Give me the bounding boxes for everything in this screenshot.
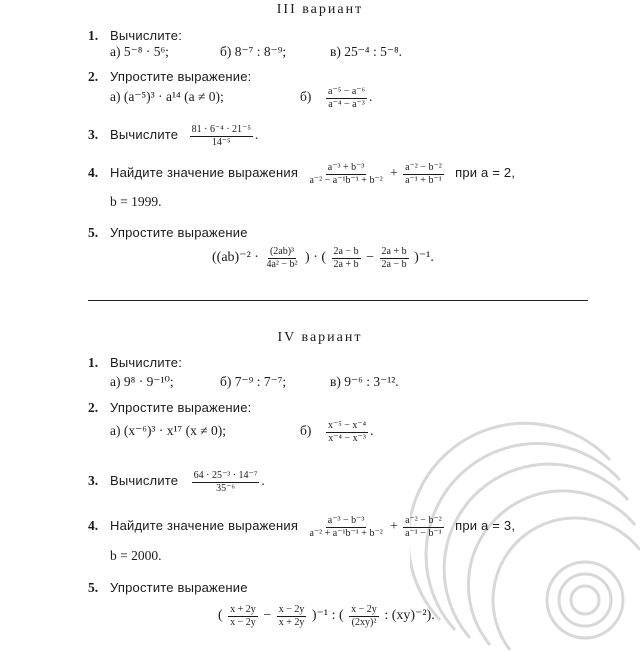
part-a: а) 5⁻⁸ · 5⁶;: [110, 44, 169, 59]
denominator: a⁻⁴ − a⁻³: [328, 98, 365, 110]
v3-problem-5: [88, 225, 608, 241]
numerator: x − 2y: [278, 604, 305, 615]
plus-sign: +: [390, 518, 398, 534]
expr-mid: )⁻¹ : (: [311, 608, 344, 624]
v3-problem-1-parts: [110, 44, 402, 60]
part-b: б) 7⁻⁹ : 7⁻⁷;: [220, 374, 287, 389]
v4-problem-2: [88, 400, 608, 416]
denominator: 2a − b: [381, 258, 407, 270]
v4-problem-1-parts: [110, 374, 399, 390]
part-b: б) 8⁻⁷ : 8⁻⁹;: [220, 44, 287, 59]
numerator: x − 2y: [351, 604, 377, 615]
section-divider: [88, 300, 588, 301]
v4-problem-4-condition: b = 2000.: [110, 548, 162, 563]
expr-open: (: [218, 608, 223, 624]
condition: при a = 3,: [455, 518, 516, 534]
fraction: [192, 470, 260, 494]
fraction-3: [380, 246, 409, 270]
problem-text: Вычислите:: [110, 355, 183, 370]
numerator: a⁻⁵ − a⁻⁶: [328, 86, 366, 97]
denominator: x + 2y: [278, 616, 305, 628]
v3-problem-2-parts: [110, 86, 372, 110]
denominator: x⁻⁴ − x⁻³: [328, 432, 366, 444]
denominator: 14⁻⁵: [211, 136, 231, 148]
problem-text: Вычислите: [110, 473, 179, 489]
problem-number: 5.: [88, 225, 99, 240]
fraction-2: [332, 246, 361, 270]
numerator: a⁻³ − b⁻³: [327, 515, 365, 526]
part-c: в) 9⁻⁶ : 3⁻¹².: [330, 374, 399, 389]
minus-sign: −: [366, 250, 375, 266]
numerator: x⁻⁵ − x⁻⁴: [328, 420, 367, 431]
fraction-2: [403, 162, 444, 186]
denominator: 2a + b: [333, 258, 359, 270]
denominator: (2xy)²: [351, 616, 377, 628]
problem-text: Упростите выражение: [110, 225, 248, 240]
condition: при a = 2,: [455, 165, 516, 181]
part-b-fraction: [326, 86, 367, 110]
variant-3-title: III вариант: [276, 2, 364, 17]
numerator: x + 2y: [230, 604, 256, 615]
numerator: 2a − b: [333, 246, 359, 257]
punctuation: .: [261, 473, 265, 489]
plus-sign: +: [390, 165, 398, 181]
fraction-1: [307, 162, 384, 186]
denominator: a⁻² − a⁻¹b⁻¹ + b⁻²: [309, 174, 383, 186]
denominator: 4a² − b²: [266, 258, 298, 270]
fraction-1: [307, 515, 384, 539]
v3-problem-4: [88, 162, 608, 186]
v3-problem-2: [88, 69, 608, 85]
v3-problem-4-condition: b = 1999.: [110, 194, 162, 209]
v3-problem-3: [88, 124, 608, 148]
denominator: a⁻¹ − b⁻¹: [405, 527, 442, 539]
denominator: 35⁻⁶: [216, 482, 235, 494]
v4-problem-5-formula: [218, 604, 435, 628]
problem-text: Найдите значение выражения: [110, 165, 299, 181]
numerator: a⁻² − b⁻²: [405, 515, 442, 526]
fraction-2: [403, 515, 444, 539]
problem-number: 1.: [88, 355, 99, 370]
problem-number: 3.: [88, 127, 99, 143]
problem-number: 4.: [88, 518, 99, 534]
v4-problem-3: [88, 470, 608, 494]
problem-text: Вычислите:: [110, 28, 183, 43]
minus-sign: −: [263, 608, 272, 624]
denominator: a⁻¹ + b⁻¹: [405, 174, 442, 186]
part-c: в) 25⁻⁴ : 5⁻⁸.: [330, 44, 403, 59]
expr-open: ((ab)⁻² ·: [212, 250, 259, 266]
v3-problem-1: [88, 28, 608, 44]
fraction-1: [228, 604, 258, 628]
problem-text: Упростите выражение:: [110, 400, 252, 415]
problem-text: Упростите выражение: [110, 580, 248, 595]
problem-number: 4.: [88, 165, 99, 181]
problem-number: 2.: [88, 69, 99, 84]
part-a: а) (a⁻⁵)³ · a¹⁴ (a ≠ 0);: [110, 89, 224, 105]
denominator: a⁻² + a⁻¹b⁻¹ + b⁻²: [309, 527, 383, 539]
part-a: а) (x⁻⁶)³ · x¹⁷ (x ≠ 0);: [110, 423, 227, 439]
fraction-1: [264, 246, 299, 270]
fraction-2: [277, 604, 307, 628]
part-b-fraction: [326, 420, 368, 444]
problem-number: 2.: [88, 400, 99, 415]
part-a: а) 9⁸ · 9⁻¹⁰;: [110, 374, 174, 389]
v4-problem-1: [88, 355, 608, 371]
numerator: 81 · 6⁻⁴ · 21⁻⁵: [191, 124, 251, 135]
problem-number: 5.: [88, 580, 99, 595]
v3-problem-5-formula: [212, 246, 434, 270]
v4-problem-2-parts: [110, 420, 374, 444]
expr-mid: ) · (: [305, 250, 327, 266]
numerator: 2a + b: [381, 246, 407, 257]
expr-close: : (xy)⁻²).: [384, 608, 435, 624]
numerator: a⁻³ + b⁻³: [327, 162, 365, 173]
numerator: a⁻² − b⁻²: [405, 162, 442, 173]
v4-problem-5: [88, 580, 608, 596]
denominator: x − 2y: [230, 616, 256, 628]
part-b-label: б): [300, 89, 312, 105]
punctuation: .: [370, 423, 374, 439]
variant-4-title: IV вариант: [277, 330, 363, 345]
punctuation: .: [369, 89, 373, 105]
problem-number: 1.: [88, 28, 99, 43]
fraction: [190, 124, 253, 148]
numerator: 64 · 25⁻³ · 14⁻⁷: [193, 470, 258, 481]
fraction-3: [349, 604, 379, 628]
punctuation: .: [254, 127, 259, 143]
problem-text: Упростите выражение:: [110, 69, 252, 84]
problem-text: Вычислите: [110, 127, 179, 143]
problem-text: Найдите значение выражения: [110, 518, 299, 534]
numerator: (2ab)³: [269, 246, 295, 257]
problem-number: 3.: [88, 473, 99, 489]
part-b-label: б): [300, 423, 312, 439]
expr-close: )⁻¹.: [414, 250, 434, 266]
v4-problem-4: [88, 515, 608, 539]
